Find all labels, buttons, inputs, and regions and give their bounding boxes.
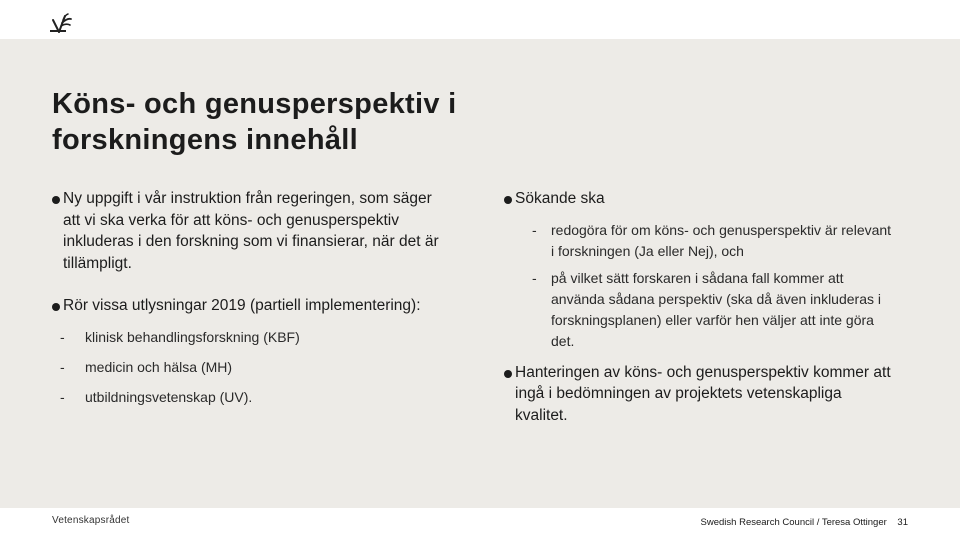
sub-item (52, 357, 452, 378)
dash-icon: - (60, 358, 65, 375)
sub-item-text: redogöra för om köns- och genusperspektiv är relevant i forskningen (Ja eller Nej), och (551, 221, 892, 259)
bullet-item (52, 295, 452, 317)
bullet-dot-icon (504, 370, 512, 378)
sprout-icon (50, 12, 74, 36)
bullet-text: Ny uppgift i vår instruktion från regeringen, som säger att vi ska verka för att köns- och genusperspektiv inkluderas i den forskning som vi finansierar, när det är tillämpligt. (63, 190, 439, 272)
dash-icon: - (532, 269, 537, 286)
bullet-dot-icon (504, 196, 512, 204)
sub-item (52, 327, 452, 348)
bullet-text: Hanteringen av köns- och genusperspektiv kommer att ingå i bedömningen av projektets vetenskapliga kvalitet. (515, 363, 891, 424)
bullet-text: Sökande ska (515, 190, 605, 207)
left-column (52, 188, 452, 408)
right-column (504, 188, 894, 426)
dash-icon: - (532, 221, 537, 238)
bullet-item (52, 188, 452, 274)
sub-item-text: utbildningsvetenskap (UV). (85, 388, 253, 405)
footer-credit-text: Swedish Research Council / Teresa Ottinger (700, 517, 887, 528)
sub-item (52, 387, 452, 408)
logo-underline (50, 30, 66, 32)
bullet-item (504, 188, 894, 210)
bullet-dot-icon (52, 303, 60, 311)
bullet-item (504, 362, 894, 427)
bullet-text: Rör vissa utlysningar 2019 (partiell implementering): (63, 297, 421, 314)
bullet-dot-icon (52, 196, 60, 204)
footer-logo-text: Vetenskapsrådet (52, 515, 130, 526)
sub-item-text: på vilket sätt forskaren i sådana fall kommer att använda sådana perspektiv (ska då även inkluderas i forskningsplanen) eller varför hen väljer att inte göra det. (551, 269, 881, 349)
sub-item (504, 220, 894, 262)
page-number: 31 (897, 517, 908, 528)
dash-icon: - (60, 328, 65, 345)
slide-title: Köns- och genusperspektiv i forskningens innehåll (52, 88, 457, 156)
sub-item-text: klinisk behandlingsforskning (KBF) (85, 328, 300, 345)
footer-credit (701, 517, 908, 528)
sub-item-text: medicin och hälsa (MH) (85, 358, 233, 375)
sub-item (504, 268, 894, 352)
dash-icon: - (60, 388, 65, 405)
